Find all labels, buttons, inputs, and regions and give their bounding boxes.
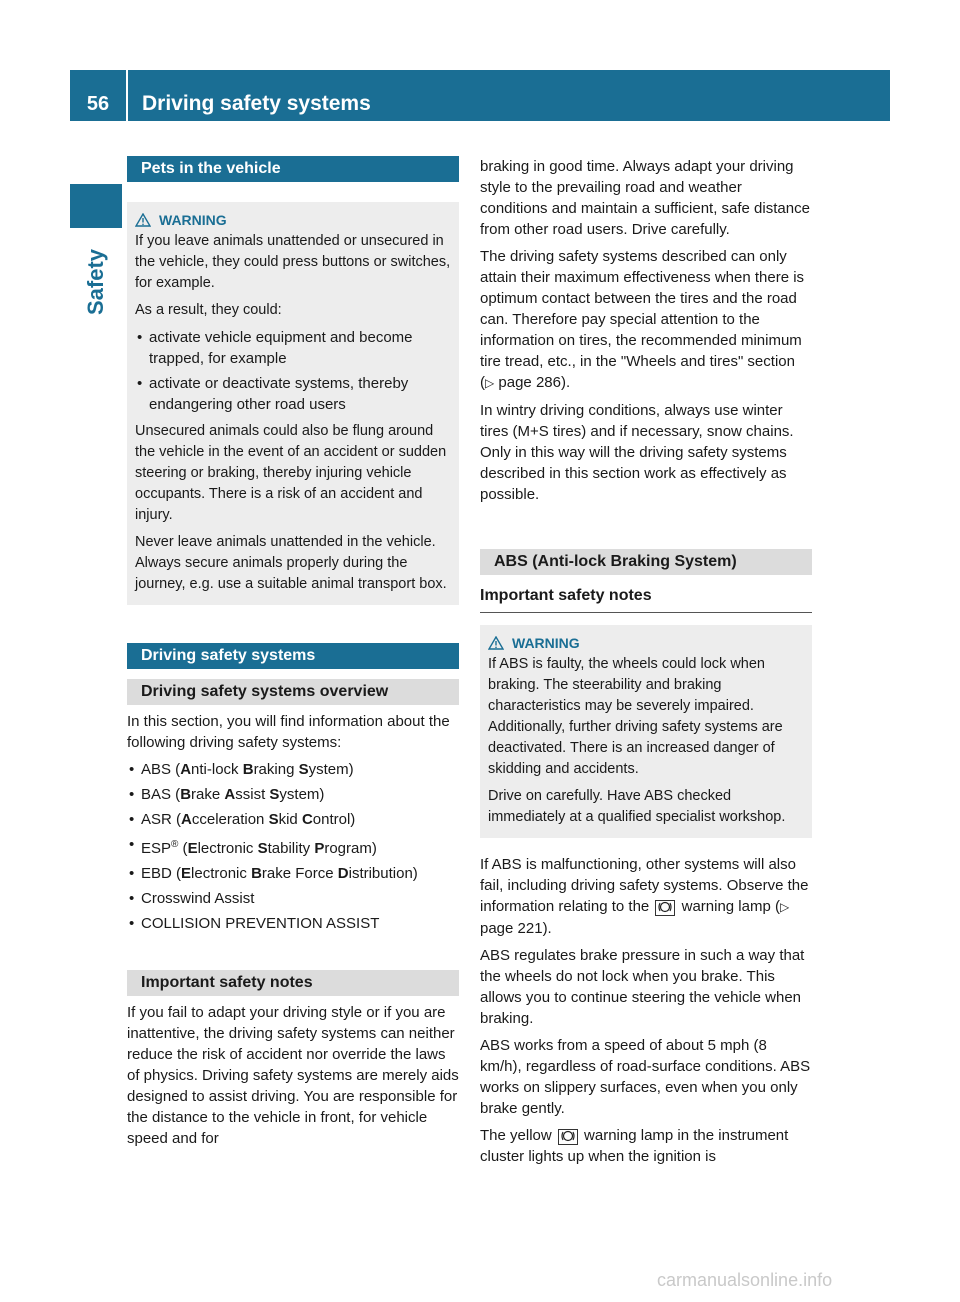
list-item: • activate or deactivate systems, thereby endangering other road users bbox=[135, 373, 451, 415]
warning-text: Never leave animals unattended in the vehicle. Always secure animals properly during the journey, e.g. use a suitable animal transport box. bbox=[135, 534, 447, 592]
paragraph: In wintry driving conditions, always use winter tires (M+S tires) and if necessary, snow chains. Only in this way will the driving safety systems described in this section work as effectively as possible. bbox=[480, 402, 794, 503]
warning-triangle-icon bbox=[488, 636, 504, 650]
header-divider bbox=[126, 70, 128, 121]
abs-warning-box bbox=[480, 625, 812, 838]
list-item: • ABS (Anti-lock Braking System) bbox=[127, 759, 459, 780]
list-item: • EBD (Electronic Brake Force Distribution) bbox=[127, 863, 459, 884]
warning-title: WARNING bbox=[488, 634, 804, 652]
page-reference-arrow-icon: ▷ bbox=[485, 376, 495, 390]
paragraph: ABS works from a speed of about 5 mph (8 km/h), regardless of road-surface conditions. ABS works on slippery surfaces, even when you only brake gently. bbox=[480, 1037, 811, 1117]
page-number: 56 bbox=[86, 93, 110, 115]
list-item: • BAS (Brake Assist System) bbox=[127, 784, 459, 805]
paragraph: If ABS is malfunctioning, other systems will also fail, including driving safety systems. Observe the information relating to the warning lamp (▷ page 221). bbox=[480, 856, 809, 937]
page-header bbox=[70, 70, 890, 121]
list-item: • ESP® (Electronic Stability Program) bbox=[127, 834, 459, 859]
paragraph: braking in good time. Always adapt your driving style to the prevailing road and weather conditions and maintain a sufficient, safe distance from other road users. Drive carefully. bbox=[480, 158, 810, 238]
dss-heading: Driving safety systems bbox=[127, 643, 459, 669]
abs-heading: ABS (Anti-lock Braking System) bbox=[480, 549, 812, 575]
paragraph: The driving safety systems described can only attain their maximum effectiveness when there is optimum contact between the tires and the road can. Therefore pay special attention to the information on tires, the recommended minimum tire tread, etc., in the "Wheels and tires" section (▷ page 286). bbox=[480, 248, 805, 391]
warning-text: Drive on carefully. Have ABS checked immediately at a qualified specialist workshop. bbox=[488, 788, 786, 825]
side-tab-label: Safety bbox=[83, 248, 108, 316]
overview-heading: Driving safety systems overview bbox=[127, 679, 459, 705]
left-column bbox=[127, 156, 459, 1155]
section-title: Driving safety systems bbox=[142, 92, 371, 115]
pets-heading: Pets in the vehicle bbox=[127, 156, 459, 182]
abs-warning-lamp-icon bbox=[558, 1129, 578, 1145]
safety-notes-text: If you fail to adapt your driving style or if you are inattentive, the driving safety systems can neither reduce the risk of accident nor override the laws of physics. Driving safety systems are merely aids designed to assist driving. You are responsible for the distance to the vehicle in front, for vehicle speed and for bbox=[127, 1004, 459, 1147]
page-reference-arrow-icon: ▷ bbox=[779, 900, 790, 914]
paragraph: The yellow warning lamp in the instrument cluster lights up when the ignition is bbox=[480, 1127, 789, 1165]
warning-triangle-icon bbox=[135, 213, 151, 227]
side-tab-marker bbox=[70, 184, 122, 228]
warning-text: As a result, they could: bbox=[135, 302, 282, 318]
warning-bullets bbox=[135, 327, 451, 415]
list-item: • activate vehicle equipment and become trapped, for example bbox=[135, 327, 451, 369]
list-item: • COLLISION PREVENTION ASSIST bbox=[127, 913, 459, 934]
list-item: • Crosswind Assist bbox=[127, 888, 459, 909]
paragraph: ABS regulates brake pressure in such a way that the wheels do not lock when you brake. This allows you to continue steering the vehicle when braking. bbox=[480, 947, 805, 1027]
systems-list bbox=[127, 759, 459, 934]
abs-warning-lamp-icon bbox=[655, 900, 675, 916]
list-item: • ASR (Acceleration Skid Control) bbox=[127, 809, 459, 830]
warning-text: Unsecured animals could also be flung around the vehicle in the event of an accident or sudden steering or braking, thereby injuring vehicle occupants. There is a risk of an accident and injury. bbox=[135, 423, 447, 523]
watermark: carmanualsonline.info bbox=[657, 1270, 833, 1290]
warning-text: If you leave animals unattended or unsecured in the vehicle, they could press buttons or switches, for example. bbox=[135, 233, 451, 291]
overview-intro: In this section, you will find information about the following driving safety systems: bbox=[127, 713, 450, 751]
pets-warning-box bbox=[127, 202, 459, 605]
warning-title: WARNING bbox=[135, 211, 451, 229]
warning-text: If ABS is faulty, the wheels could lock when braking. The steerability and braking characteristics may be severely impaired. Additionally, further driving safety systems are deactivated. There is an increased danger of skidding and accidents. bbox=[488, 656, 783, 777]
safety-notes-heading: Important safety notes bbox=[127, 970, 459, 996]
abs-safety-subheading: Important safety notes bbox=[480, 581, 812, 613]
right-column bbox=[480, 156, 812, 1173]
